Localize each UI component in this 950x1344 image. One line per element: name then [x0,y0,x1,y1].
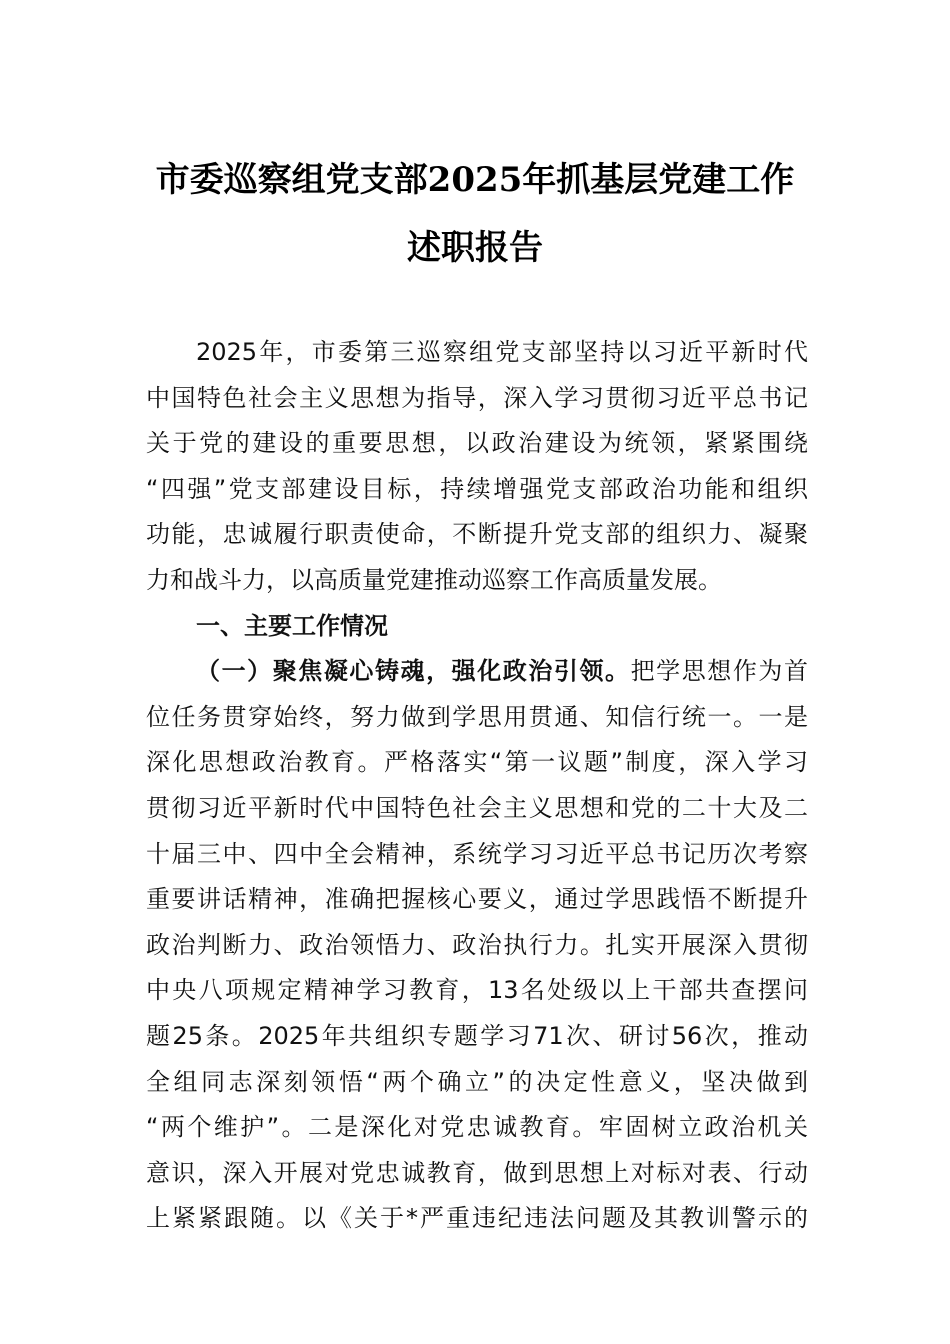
paragraph-line: “四强”党支部建设目标，持续增强党支部政治功能和组织 [146,474,808,503]
paragraph-line: 2025年，市委第三巡察组党支部坚持以习近平新时代 [196,338,808,366]
paragraph-line: 中央八项规定精神学习教育，13名处级以上干部共查摆问 [146,976,808,1005]
paragraph-line: 意识，深入开展对党忠诚教育，做到思想上对标对表、行动 [146,1158,808,1187]
paragraph-line: 十届三中、四中全会精神，系统学习习近平总书记历次考察 [146,839,808,868]
paragraph-line: 贯彻习近平新时代中国特色社会主义思想和党的二十大及二 [146,793,808,822]
subsection-first-line-text: 把学思想作为首 [630,657,809,686]
paragraph-line: 深化思想政治教育。严格落实“第一议题”制度，深入学习 [146,748,808,777]
paragraph-line: 位任务贯穿始终，努力做到学思用贯通、知信行统一。一是 [146,702,808,731]
document-body [146,330,808,1242]
subsection-first-line [146,649,808,695]
paragraph-line: 关于党的建设的重要思想，以政治建设为统领，紧紧围绕 [146,429,808,458]
paragraph-line: 上紧紧跟随。以《关于*严重违纪违法问题及其教训警示的 [146,1204,808,1233]
paragraph-line: 题25条。2025年共组织专题学习71次、研讨56次，推动 [146,1021,808,1050]
document-title [0,160,950,268]
paragraph-line: 功能，忠诚履行职责使命，不断提升党支部的组织力、凝聚 [146,520,808,549]
paragraph-line: 力和战斗力，以高质量党建推动巡察工作高质量发展。 [146,565,722,594]
paragraph-line: 全组同志深刻领悟“两个确立”的决定性意义，坚决做到 [146,1067,808,1096]
paragraph-line: 重要讲话精神，准确把握核心要义，通过学思践悟不断提升 [146,885,808,914]
section-heading: 一、主要工作情况 [196,611,388,640]
paragraph-line: 中国特色社会主义思想为指导，深入学习贯彻习近平总书记 [146,383,808,412]
subsection-heading: （一）聚焦凝心铸魂，强化政治引领。 [196,657,631,686]
paragraph-line: 政治判断力、政治领悟力、政治执行力。扎实开展深入贯彻 [146,930,808,959]
title-line-2: 述职报告 [407,228,543,268]
title-line-1: 市委巡察组党支部2025年抓基层党建工作 [155,160,795,200]
paragraph-line: “两个维护”。二是深化对党忠诚教育。牢固树立政治机关 [146,1113,808,1142]
